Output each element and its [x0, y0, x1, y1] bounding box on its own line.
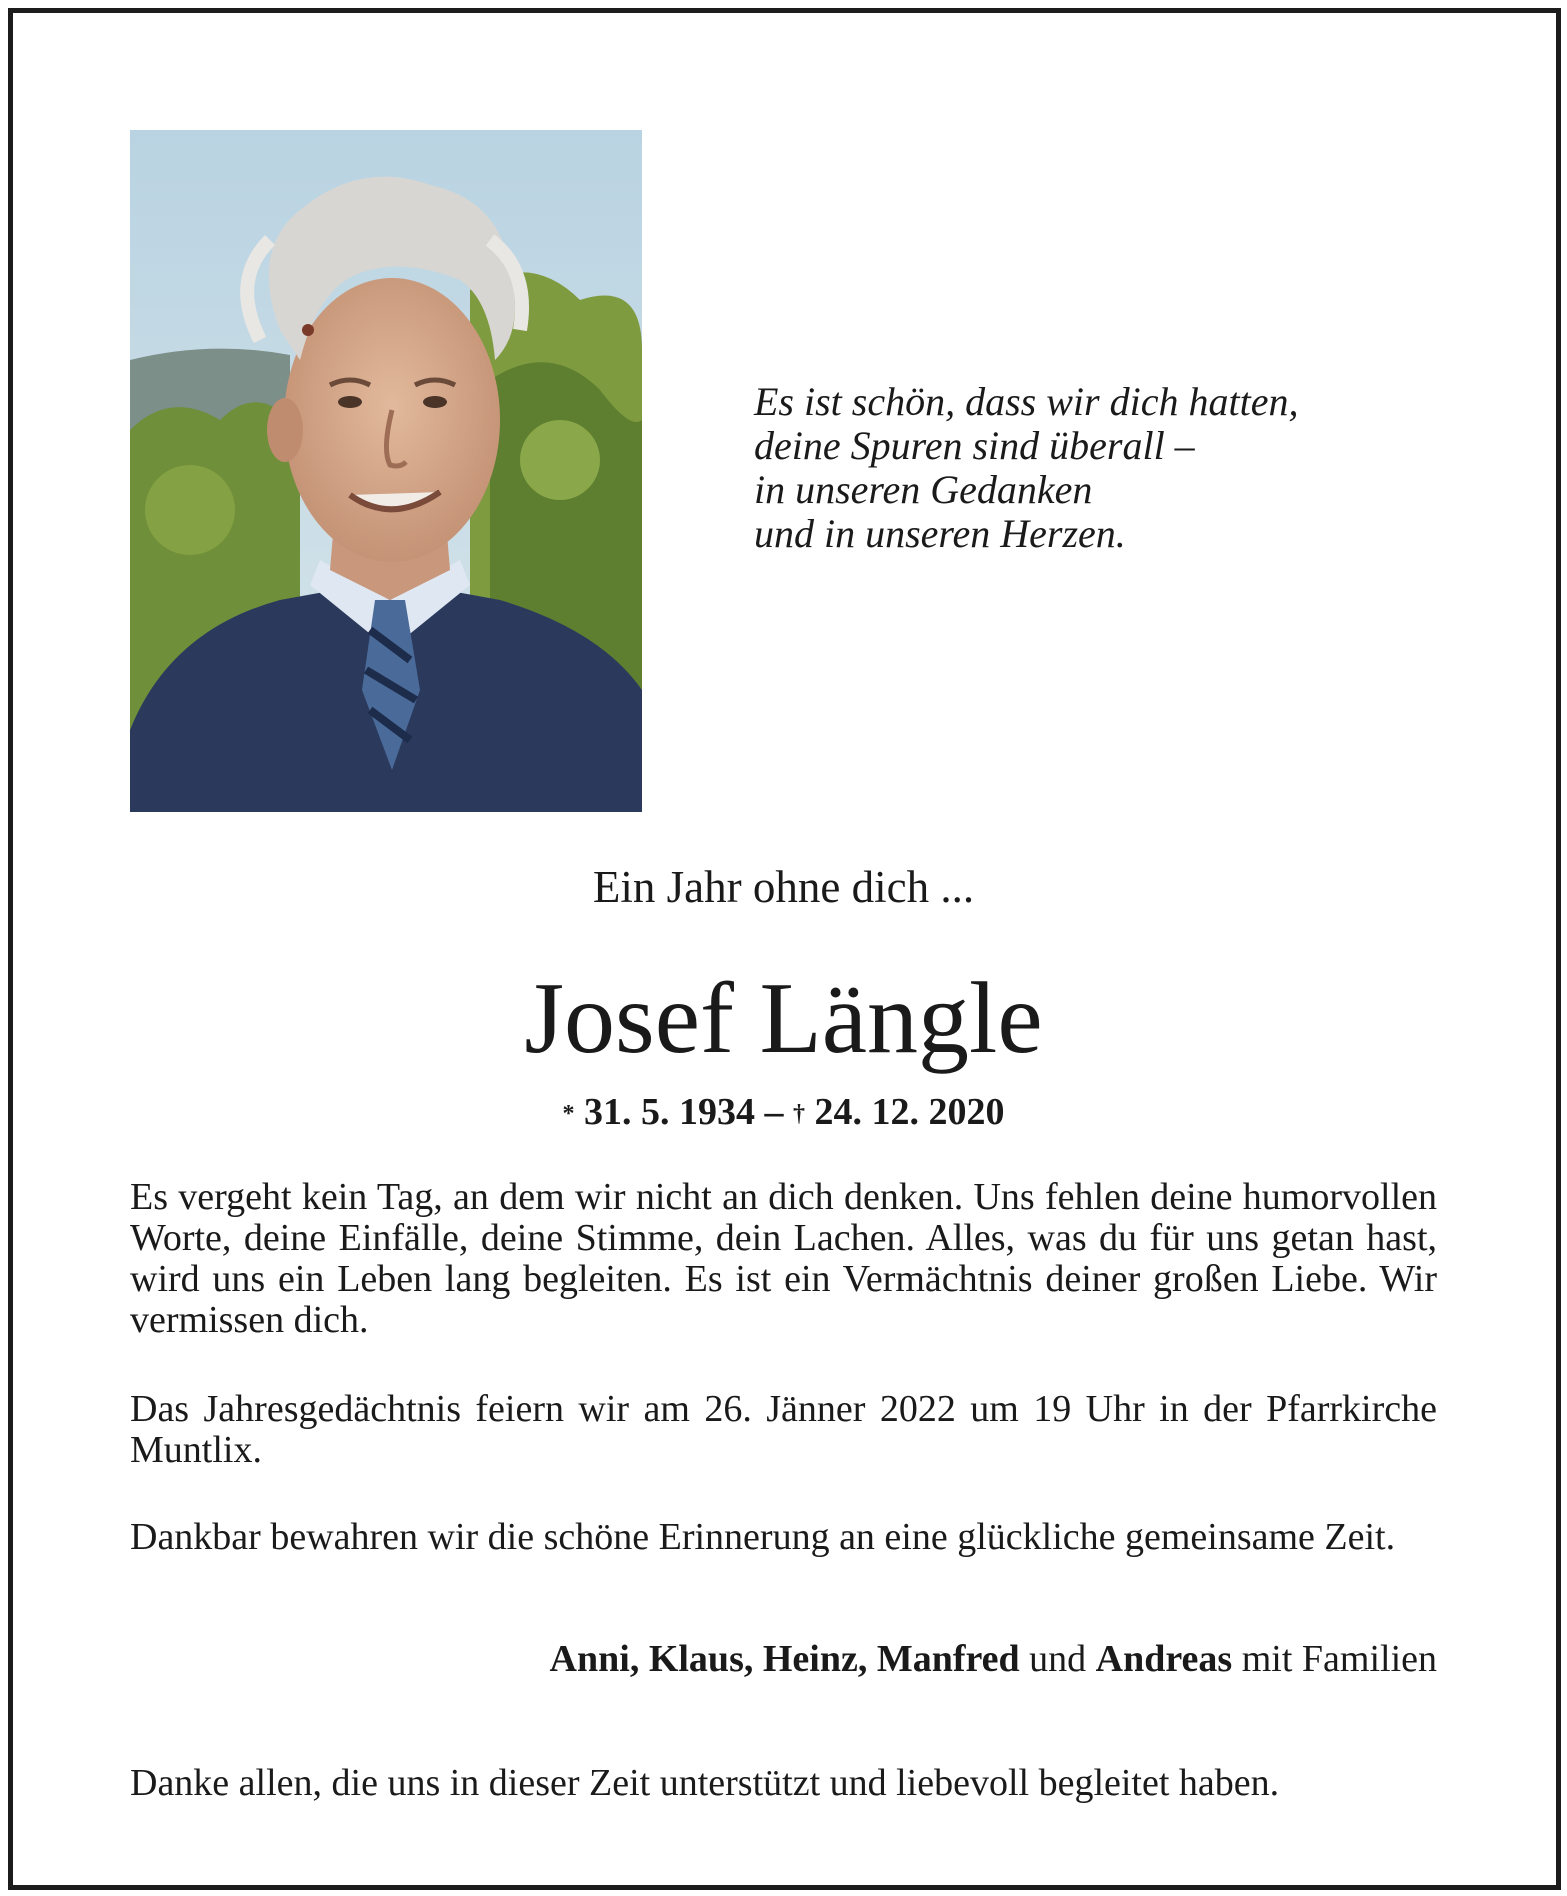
intro-line: Ein Jahr ohne dich ...	[592, 862, 975, 912]
memorial-quote	[754, 380, 1298, 556]
quote-line: Es ist schön, dass wir dich hatten,	[754, 379, 1299, 424]
portrait-photo	[130, 130, 642, 812]
thanks-line: Danke allen, die uns in dieser Zeit unterstützt und liebevoll begleitet haben.	[130, 1762, 1280, 1804]
portrait-photo-icon	[130, 130, 642, 812]
family-signature	[550, 1636, 1437, 1682]
signature-conjunction: und	[1029, 1638, 1087, 1680]
deceased-name: Josef Längle	[524, 962, 1043, 1075]
death-cross-icon: †	[793, 1101, 805, 1127]
paragraph-remembrance: Es vergeht kein Tag, an dem wir nicht an dich denken. Uns fehlen deine humorvollen Worte, deine Einfälle, deine Stimme, dein Lachen. Alles, was du für uns getan hast, wird uns ein Leben lang begleiten. Es ist ein Vermächtnis deiner großen Liebe. Wir vermissen dich.	[130, 1176, 1437, 1341]
birth-date: 31. 5. 1934	[584, 1091, 755, 1133]
death-date: 24. 12. 2020	[814, 1091, 1005, 1133]
signature-last-name: Andreas	[1095, 1638, 1233, 1680]
birth-star-icon: *	[562, 1101, 575, 1127]
quote-line: in unseren Gedanken	[754, 467, 1093, 512]
date-separator: –	[764, 1091, 784, 1133]
life-dates	[0, 1088, 1567, 1136]
signature-suffix: mit Familien	[1241, 1638, 1437, 1680]
paragraph-gratitude: Dankbar bewahren wir die schöne Erinnerung an eine glückliche gemeinsame Zeit.	[130, 1516, 1396, 1558]
signature-names: Anni, Klaus, Heinz, Manfred	[549, 1638, 1020, 1680]
quote-line: deine Spuren sind überall –	[754, 423, 1195, 468]
quote-line: und in unseren Herzen.	[754, 511, 1126, 556]
paragraph-memorial-mass: Das Jahresgedächtnis feiern wir am 26. Jänner 2022 um 19 Uhr in der Pfarrkirche Muntlix.	[130, 1388, 1437, 1471]
